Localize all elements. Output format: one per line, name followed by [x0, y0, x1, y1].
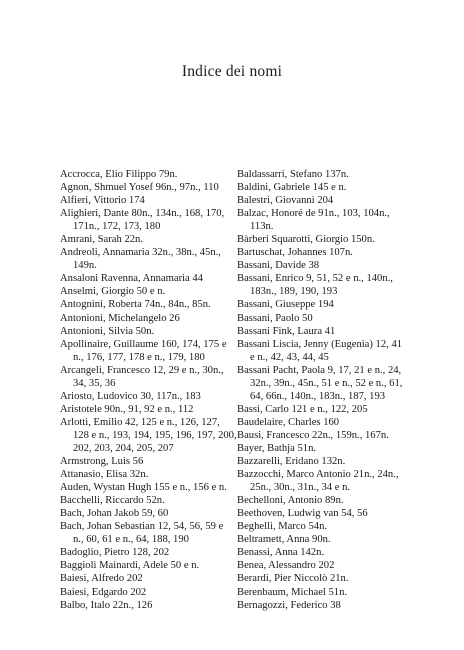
index-entry: Bernagozzi, Federico 38 — [237, 599, 341, 611]
index-entry: Bayer, Bathja 51n. — [237, 442, 317, 454]
index-entry: Bassani, Davide 38 — [237, 260, 320, 272]
index-entry: Bausi, Francesco 22n., 159n., 167n. — [237, 429, 389, 441]
index-entry: Baiesi, Alfredo 202 — [60, 573, 143, 585]
index-entry: Bassi, Carlo 121 e n., 122, 205 — [237, 403, 368, 415]
index-entry: Attanasio, Elisa 32n. — [60, 469, 149, 481]
index-entry: Baldassarri, Stefano 137n. — [237, 169, 349, 180]
index-entry: Accrocca, Elio Filippo 79n. — [60, 169, 178, 180]
index-entry: Bassani Liscia, Jenny (Eugenia) 12, 41 e n., 42, 43, 44, 45 — [237, 338, 403, 363]
index-entry: Ariosto, Ludovico 30, 117n., 183 — [60, 390, 201, 402]
index-entry: Baudelaire, Charles 160 — [237, 416, 340, 428]
index-entry: Balzac, Honoré de 91n., 103, 104n., 113n. — [237, 208, 390, 233]
index-entry: Bach, Johan Jakob 59, 60 — [60, 508, 169, 520]
index-entry: Bechelloni, Antonio 89n. — [237, 495, 344, 507]
index-entry: Baggioli Mainardi, Adele 50 e n. — [60, 560, 200, 572]
index-entry: Aristotele 90n., 91, 92 e n., 112 — [60, 403, 194, 415]
index-entry: Benassi, Anna 142n. — [237, 547, 325, 559]
index-entry: Antonioni, Silvia 50n. — [60, 325, 155, 337]
index-entry: Baiesi, Edgardo 202 — [60, 586, 147, 598]
index-entry: Bacchelli, Riccardo 52n. — [60, 495, 165, 507]
index-column-right — [237, 168, 417, 612]
index-entry: Beltramett, Anna 90n. — [237, 534, 331, 546]
index-entry: Bassani Pacht, Paola 9, 17, 21 e n., 24, 32n., 39n., 45n., 51 e n., 52 e n., 61, 64, 66n., 140n., 183n., 187, 193 — [237, 364, 403, 402]
index-entry: Beethoven, Ludwig van 54, 56 — [237, 508, 368, 520]
index-column-left — [60, 168, 240, 612]
index-entry: Antognini, Roberta 74n., 84n., 85n. — [60, 299, 211, 311]
index-entry: Bassani, Enrico 9, 51, 52 e n., 140n., 183n., 189, 190, 193 — [237, 273, 393, 298]
index-entry: Bàrberi Squarotti, Giorgio 150n. — [237, 234, 375, 246]
index-entry: Armstrong, Luis 56 — [60, 456, 144, 468]
index-entry: Alfieri, Vittorio 174 — [60, 195, 145, 207]
index-entry: Apollinaire, Guillaume 160, 174, 175 e n., 176, 177, 178 e n., 179, 180 — [60, 338, 227, 363]
index-entry: Alighieri, Dante 80n., 134n., 168, 170, 171n., 172, 173, 180 — [60, 208, 225, 233]
index-entry: Ansaloni Ravenna, Annamaria 44 — [60, 273, 203, 285]
index-entry: Benea, Alessandro 202 — [237, 560, 335, 572]
index-entry: Andreoli, Annamaria 32n., 38n., 45n., 149n. — [60, 247, 221, 272]
index-entry: Bassani Fink, Laura 41 — [237, 325, 336, 337]
index-entry: Amrani, Sarah 22n. — [60, 234, 143, 246]
index-entry: Anselmi, Giorgio 50 e n. — [60, 286, 166, 298]
index-entry: Bassani, Giuseppe 194 — [237, 299, 334, 311]
index-entry: Agnon, Shmuel Yosef 96n., 97n., 110 — [60, 182, 219, 194]
index-entry: Bartuschat, Johannes 107n. — [237, 247, 353, 259]
index-entry: Berenbaum, Michael 51n. — [237, 586, 348, 598]
index-entry: Antonioni, Michelangelo 26 — [60, 312, 180, 324]
index-entry: Bazzarelli, Eridano 132n. — [237, 456, 346, 468]
index-entry: Berardi, Pier Niccolò 21n. — [237, 573, 349, 585]
index-entry: Auden, Wystan Hugh 155 e n., 156 e n. — [60, 482, 227, 494]
index-entry: Badoglio, Pietro 128, 202 — [60, 547, 170, 559]
index-entry: Balestri, Giovanni 204 — [237, 195, 334, 207]
page-title: Indice dei nomi — [181, 63, 283, 80]
index-entry: Bazzocchi, Marco Antonio 21n., 24n., 25n., 30n., 31n., 34 e n. — [237, 469, 399, 494]
index-entry: Balbo, Italo 22n., 126 — [60, 599, 153, 611]
index-entry: Beghelli, Marco 54n. — [237, 521, 328, 533]
index-entry: Bassani, Paolo 50 — [237, 312, 313, 324]
index-entry: Arlotti, Emilio 42, 125 e n., 126, 127, 128 e n., 193, 194, 195, 196, 197, 200, 202, 203, 204, 205, 207 — [60, 416, 237, 454]
index-entry: Arcangeli, Francesco 12, 29 e n., 30n., 34, 35, 36 — [60, 364, 224, 389]
index-entry: Bach, Johan Sebastian 12, 54, 56, 59 e n., 60, 61 e n., 64, 188, 190 — [60, 521, 224, 546]
index-entry: Baldini, Gabriele 145 e n. — [237, 182, 347, 194]
